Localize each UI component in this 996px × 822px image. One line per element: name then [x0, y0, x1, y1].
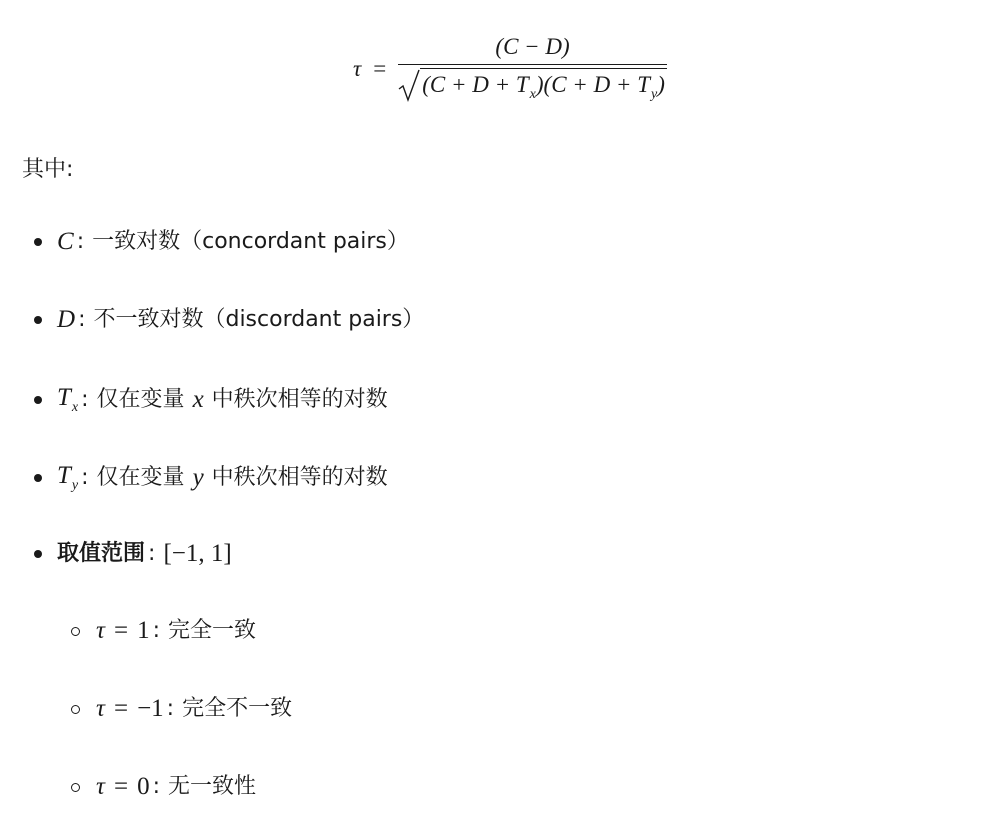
tau-value: 0 [137, 773, 150, 800]
tau-value: −1 [137, 695, 164, 722]
subscript-y: y [71, 478, 79, 493]
list-item-ty [34, 459, 388, 497]
colon: : [152, 618, 160, 643]
intro-text: 其中: [22, 157, 74, 182]
tau-symbol: τ [96, 617, 105, 644]
circle-bullet-icon [71, 783, 80, 792]
list-item-range [34, 537, 232, 571]
radicand-part-1: (C + D + T [422, 72, 529, 97]
var-y: y [192, 464, 204, 491]
formula-lhs: τ [353, 55, 362, 81]
var-t: T [57, 384, 71, 411]
colon: : [148, 541, 156, 566]
colon: : [152, 774, 160, 799]
var-c: C [57, 228, 74, 255]
equals: = [113, 695, 129, 722]
bullet-icon [34, 550, 42, 558]
item-text-a: 仅在变量 [96, 387, 185, 412]
var-t: T [57, 462, 71, 489]
list-item-d [34, 303, 424, 337]
radicand-part-2: )(C + D + T [535, 72, 650, 97]
formula-numerator: (C − D) [495, 34, 570, 59]
subscript-y: y [651, 87, 658, 102]
colon: : [78, 307, 86, 332]
sqrt-icon [398, 69, 420, 103]
tau-symbol: τ [96, 773, 105, 800]
equals: = [113, 773, 129, 800]
bullet-icon [34, 316, 42, 324]
range-value: [−1, 1] [163, 540, 232, 567]
circle-bullet-icon [71, 627, 80, 636]
bullet-icon [34, 474, 42, 482]
item-text-b: 中秩次相等的对数 [211, 465, 388, 490]
colon: : [81, 465, 89, 490]
item-text-a: 仅在变量 [96, 465, 185, 490]
tau-symbol: τ [96, 695, 105, 722]
var-x: x [192, 386, 204, 413]
sqrt-radicand [420, 68, 667, 103]
subscript-x: x [71, 400, 79, 415]
list-item-tx [34, 381, 388, 419]
formula-denominator [398, 65, 667, 103]
circle-bullet-icon [71, 705, 80, 714]
formula-equals: = [373, 55, 387, 81]
range-label: 取值范围 [57, 541, 146, 566]
item-text: 完全不一致 [182, 696, 293, 721]
var-tx [57, 381, 78, 419]
colon: : [166, 696, 175, 721]
radicand-part-3: ) [657, 72, 665, 97]
colon: : [81, 387, 89, 412]
item-text: 完全一致 [167, 618, 256, 643]
item-text: 一致对数（concordant pairs） [92, 229, 409, 254]
item-text-b: 中秩次相等的对数 [211, 387, 388, 412]
var-d: D [57, 306, 76, 333]
var-ty [57, 459, 78, 497]
kendall-tau-formula [353, 34, 667, 103]
bullet-icon [34, 396, 42, 404]
tau-value: 1 [137, 617, 150, 644]
list-item-c [34, 225, 409, 259]
bullet-icon [34, 238, 42, 246]
item-text: 不一致对数（discordant pairs） [93, 307, 425, 332]
sublist-item-tau-neg1 [71, 692, 292, 726]
equals: = [113, 617, 129, 644]
sublist-item-tau-1 [71, 614, 256, 648]
subscript-x: x [529, 87, 536, 102]
colon: : [76, 229, 85, 254]
formula-fraction [398, 34, 667, 103]
item-text: 无一致性 [167, 774, 256, 799]
sublist-item-tau-0 [71, 770, 256, 804]
